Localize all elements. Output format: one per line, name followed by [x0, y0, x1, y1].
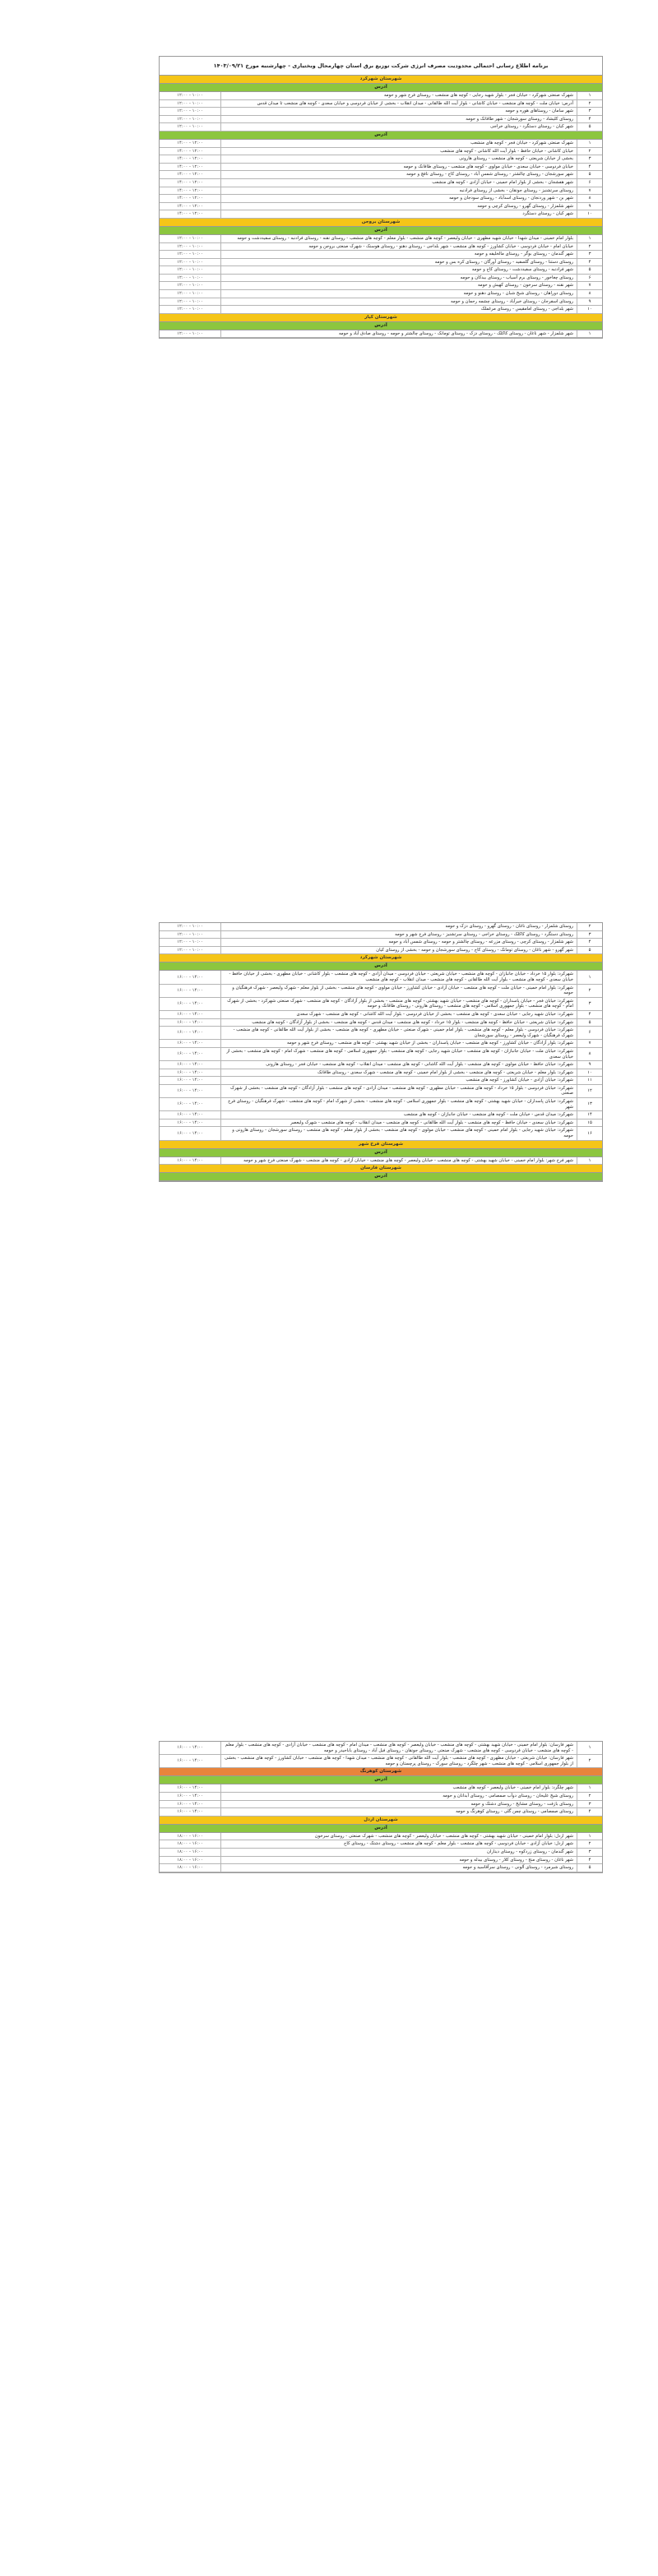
- row-number: ۶: [577, 274, 603, 282]
- table-row: [160, 187, 602, 195]
- outage-time-range: ۱۲:۰۰ - ۱۴:۰۰: [160, 195, 221, 203]
- outage-address: شهرک صنعتی شهرکرد - خیابان فجر - کوچه های منشعب: [221, 140, 577, 147]
- outage-time-range: ۱۰:۰۰ - ۱۲:۰۰: [160, 242, 221, 251]
- row-number: ۲: [577, 984, 603, 997]
- outage-time-range: ۱۰:۰۰ - ۱۲:۰۰: [160, 290, 221, 298]
- row-number: ۶: [577, 1027, 603, 1040]
- outage-address: شهرکرد: خیابان شهید رجایی - خیابان سعدی - کوچه های منشعب - بخشی از خیابان فردوسی - بلوار آیت الله کاشانی - کوچه های منشعب - شهرک سعدی: [221, 1010, 577, 1018]
- outage-address: روستای شلمزار - روستای ناغان - روستای گهرو - روستای دزک و حومه: [221, 923, 577, 930]
- row-number: ۸: [577, 1047, 603, 1060]
- outage-address: شهرکرد: خیابان حافظ - خیابان مولوی - کوچه های منشعب - بلوار آیت الله کاشانی - کوچه های منشعب - میدان انقلاب - کوچه های منشعب - خیابان فجر - روستای هارونی: [221, 1061, 577, 1069]
- outage-address: شهر سورشجان - روستای چالشتر - روستای شمس آباد - روستای کاج - روستای نافچ و حومه: [221, 171, 577, 179]
- outage-address: شهر فرخ شهر: بلوار امام خمینی - خیابان شهید بهشتی - کوچه های منشعب - خیابان ولیعصر - کوچه های منشعب - خیابان آزادی - کوچه های منشعب - شهرک صنعتی فرخ شهر و حومه: [221, 1157, 577, 1165]
- table-row: [160, 1808, 602, 1817]
- row-number: ۳: [577, 930, 603, 939]
- outage-address: شهر فرادنبه - روستای سفیددشت - روستای کاج و حومه: [221, 266, 577, 275]
- outage-time-range: ۱۰:۰۰ - ۱۲:۰۰: [160, 306, 221, 314]
- outage-address: روستای شیخ علیخان - روستای دوآب صمصامی - روستای آبدانان و حومه: [221, 1792, 577, 1800]
- table-row: [160, 984, 602, 997]
- table-row: [160, 1077, 602, 1085]
- address-column-header: آدرس: [160, 227, 602, 235]
- row-number: ۱: [577, 1157, 603, 1165]
- outage-table: [160, 330, 602, 339]
- outage-table: [160, 92, 602, 132]
- outage-address: روستای اسفرجان - روستای خیرآباد - روستای چشمه رحمان و حومه: [221, 298, 577, 306]
- outage-time-range: ۱۴:۰۰ - ۱۶:۰۰: [160, 984, 221, 997]
- outage-time-range: ۱۲:۰۰ - ۱۴:۰۰: [160, 163, 221, 171]
- outage-time-range: ۱۰:۰۰ - ۱۲:۰۰: [160, 123, 221, 132]
- outage-address: شهرکرد: خیابان آزادی - خیابان کشاورز - کوچه های منشعب: [221, 1077, 577, 1085]
- row-number: ۱۰: [577, 306, 603, 314]
- outage-address: شهر شلمزار - روستای گهرو - روستای کرچی و حومه: [221, 202, 577, 210]
- outage-address: روستای دوراهان - روستای شیخ شبان - روستای دهنو و حومه: [221, 290, 577, 298]
- table-row: [160, 1792, 602, 1800]
- outage-address: شهرکرد: خیابان پاسداران - خیابان شهید بهشتی - کوچه های منشعب - بلوار جمهوری اسلامی - کوچه های منشعب - بخشی از شهرک امام - کوچه های منشعب - شهرک فرهنگیان - روستای فرخ شهر: [221, 1098, 577, 1111]
- outage-address: شهر هفشجان - بخشی از بلوار امام خمینی - خیابان آزادی - کوچه های منشعب: [221, 178, 577, 187]
- outage-time-range: ۱۰:۰۰ - ۱۲:۰۰: [160, 108, 221, 116]
- row-number: ۳: [577, 1848, 603, 1856]
- outage-time-range: ۱۴:۰۰ - ۱۶:۰۰: [160, 1061, 221, 1069]
- table-row: [160, 939, 602, 947]
- outage-address: روستای چغاخور - روستای برم آسیاب - روستای بیدکان و حومه: [221, 274, 577, 282]
- outage-time-range: ۱۲:۰۰ - ۱۴:۰۰: [160, 187, 221, 195]
- table-row: [160, 202, 602, 210]
- table-row: [160, 274, 602, 282]
- outage-time-range: ۱۴:۰۰ - ۱۶:۰۰: [160, 1084, 221, 1097]
- table-row: [160, 330, 602, 338]
- table-row: [160, 1833, 602, 1840]
- outage-time-range: ۱۰:۰۰ - ۱۲:۰۰: [160, 251, 221, 259]
- row-number: ۳: [577, 1800, 603, 1808]
- row-number: ۱: [577, 92, 603, 99]
- row-number: ۲: [577, 99, 603, 108]
- outage-time-range: ۱۴:۰۰ - ۱۶:۰۰: [160, 1742, 221, 1755]
- table-row: [160, 1018, 602, 1027]
- outage-time-range: ۱۲:۰۰ - ۱۴:۰۰: [160, 210, 221, 219]
- outage-time-range: ۱۴:۰۰ - ۱۶:۰۰: [160, 1755, 221, 1768]
- outage-time-range: ۱۴:۰۰ - ۱۶:۰۰: [160, 997, 221, 1010]
- outage-address: شهرکرد: بلوار امام خمینی - خیابان ملت - کوچه های منشعب - خیابان آزادی - خیابان کشاورز - خیابان مولوی - کوچه های منشعب - بخشی از بلوار معلم - شهرک ولیعصر - شهرک فرهنگیان و حومه: [221, 984, 577, 997]
- outage-address: روستای دستنا - روستای گلسفید - روستای آورگان - روستای کره بس و حومه: [221, 258, 577, 266]
- outage-address: شهر سامان - روستاهای هوره و حومه: [221, 108, 577, 116]
- outage-time-range: ۱۴:۰۰ - ۱۶:۰۰: [160, 1069, 221, 1077]
- table-row: [160, 155, 602, 164]
- county-header: شهرستان فارسان: [160, 1165, 602, 1173]
- outage-time-range: ۱۰:۰۰ - ۱۲:۰۰: [160, 939, 221, 947]
- outage-address: شهر شلمزار - شهر ناغان - روستای کاکلک - روستای دزک - روستای تومانک - روستای چالشتر و حومه - روستای صادق آباد و حومه: [221, 330, 577, 338]
- outage-address: شهرکرد: بلوار آزادگان - خیابان کشاورز - کوچه های منشعب - خیابان پاسداران - بخشی از خیابان شهید بهشتی - کوچه های منشعب - روستای فرخ شهر و حومه: [221, 1040, 577, 1048]
- row-number: ۲: [577, 147, 603, 155]
- table-row: [160, 195, 602, 203]
- outage-address: شهر فارسان: خیابان شریعتی - خیابان مطهری - کوچه های منشعب - بلوار آیت الله طالقانی - کوچه های منشعب - میدان شهدا - کوچه های منشعب - خیابان کشاورز - کوچه های منشعب - بخشی از بلوار جمهوری اسلامی - کوچه های منشعب - شهر چلگرد - روستای سورک - روستای پرچستان و حومه: [221, 1755, 577, 1768]
- row-number: ۷: [577, 187, 603, 195]
- table-row: [160, 1864, 602, 1872]
- row-number: ۶: [577, 178, 603, 187]
- outage-address: شهر گندمان - روستای بوگر - روستای مالخلیفه و حومه: [221, 251, 577, 259]
- table-row: [160, 997, 602, 1010]
- row-number: ۵: [577, 123, 603, 132]
- table-row: [160, 147, 602, 155]
- address-column-header: آدرس: [160, 322, 602, 330]
- row-number: ۵: [577, 1864, 603, 1872]
- table-row: [160, 1111, 602, 1119]
- row-number: ۵: [577, 1018, 603, 1027]
- outage-table: [160, 971, 602, 1140]
- row-number: ۱۲: [577, 1084, 603, 1097]
- outage-time-range: ۱۴:۰۰ - ۱۶:۰۰: [160, 1127, 221, 1140]
- outage-time-range: ۱۴:۰۰ - ۱۶:۰۰: [160, 1119, 221, 1127]
- outage-address: آدرس: خیابان ملت - کوچه های منشعب - خیابان کاشانی - بلوار آیت الله طالقانی - میدان انقلاب - بخشی از خیابان فردوسی و خیابان سعدی - کوچه های منشعب تا میدان قدس: [221, 99, 577, 108]
- outage-time-range: ۱۰:۰۰ - ۱۲:۰۰: [160, 266, 221, 275]
- table-row: [160, 251, 602, 259]
- table-row: [160, 306, 602, 314]
- row-number: ۳: [577, 997, 603, 1010]
- outage-address: شهر اردل: بلوار امام خمینی - خیابان شهید بهشتی - کوچه های منشعب - خیابان ولیعصر - کوچه های منشعب - شهرک صنعتی - روستای سرخون: [221, 1833, 577, 1840]
- row-number: ۹: [577, 1061, 603, 1069]
- table-row: [160, 210, 602, 219]
- outage-time-range: ۱۴:۰۰ - ۱۶:۰۰: [160, 1098, 221, 1111]
- outage-address: شهر ناغان - روستای منج - روستای کلار - روستای بیدله و حومه: [221, 1856, 577, 1864]
- county-header: شهرستان شهرکرد: [160, 954, 602, 963]
- outage-address: شهرکرد: خیابان ملت - خیابان جانبازان - کوچه های منشعب - خیابان شهید رجایی - کوچه های منشعب - بلوار جمهوری اسلامی - کوچه های منشعب - شهرک امام - کوچه های منشعب - بخشی از خیابان سعدی: [221, 1047, 577, 1060]
- outage-time-range: ۱۴:۰۰ - ۱۶:۰۰: [160, 1792, 221, 1800]
- table-row: [160, 1084, 602, 1097]
- row-number: ۳: [577, 251, 603, 259]
- row-number: ۱۳: [577, 1098, 603, 1111]
- outage-address: شهر کیان - روستای دستگرد - روستای خراجی: [221, 123, 577, 132]
- outage-time-range: ۱۶:۰۰ - ۱۸:۰۰: [160, 1848, 221, 1856]
- outage-address: شهرکرد: میدان قدس - خیابان ملت - کوچه های منشعب - خیابان جانبازان - کوچه های منشعب: [221, 1111, 577, 1119]
- table-row: [160, 1840, 602, 1849]
- outage-address: شهرکرد: بلوار ۱۵ خرداد - خیابان جانبازان - کوچه های منشعب - خیابان شریعتی - خیابان فردوسی - میدان آزادی - کوچه های منشعب - بلوار کاشانی - خیابان مطهری - بخشی از خیابان حافظ - خیابان سعدی - کوچه های منشعب - بلوار آیت الله طالقانی - کوچه های منشعب - میدان انقلاب - کوچه های منشعب: [221, 971, 577, 984]
- outage-address: شهرکرد: خیابان شریعتی - خیابان حافظ - کوچه های منشعب - بلوار ۱۵ خرداد - کوچه های منشعب - میدان قدس - کوچه های منشعب - بخشی از بلوار آزادگان - کوچه های منشعب: [221, 1018, 577, 1027]
- outage-time-range: ۱۶:۰۰ - ۱۸:۰۰: [160, 1833, 221, 1840]
- row-number: ۷: [577, 1040, 603, 1048]
- table-row: [160, 235, 602, 242]
- outage-time-range: ۱۴:۰۰ - ۱۶:۰۰: [160, 1800, 221, 1808]
- table-row: [160, 163, 602, 171]
- outage-address: خیابان کاشانی - خیابان حافظ - بلوار آیت الله کاشانی - کوچه های منشعب: [221, 147, 577, 155]
- outage-time-range: ۱۶:۰۰ - ۱۸:۰۰: [160, 1856, 221, 1864]
- outage-address: شهرکرد: خیابان فردوسی - بلوار ۱۵ خرداد - کوچه های منشعب - خیابان مطهری - کوچه های منشعب - میدان آزادی - کوچه های منشعب - بلوار آزادگان - کوچه های منشعب - بخشی از شهرک صنعتی: [221, 1084, 577, 1097]
- outage-time-range: ۱۰:۰۰ - ۱۲:۰۰: [160, 92, 221, 99]
- table-row: [160, 171, 602, 179]
- table-row: [160, 92, 602, 99]
- table-row: [160, 242, 602, 251]
- row-number: ۲: [577, 1840, 603, 1849]
- outage-table: [160, 1742, 602, 1768]
- table-row: [160, 298, 602, 306]
- outage-time-range: ۱۴:۰۰ - ۱۶:۰۰: [160, 1010, 221, 1018]
- outage-address: شهرکرد: بلوار معلم - خیابان شریعتی - کوچه های منشعب - بخشی از بلوار امام خمینی - کوچه های منشعب - شهرک سعدی - روستای طاقانک: [221, 1069, 577, 1077]
- row-number: ۴: [577, 1856, 603, 1864]
- outage-time-range: ۱۰:۰۰ - ۱۲:۰۰: [160, 330, 221, 338]
- outage-address: روستای بازفت - روستای مشایخ - روستای دشتک و حومه: [221, 1800, 577, 1808]
- outage-time-range: ۱۰:۰۰ - ۱۲:۰۰: [160, 923, 221, 930]
- outage-time-range: ۱۰:۰۰ - ۱۲:۰۰: [160, 946, 221, 954]
- table-row: [160, 1755, 602, 1768]
- row-number: ۱: [577, 330, 603, 338]
- row-number: ۵: [577, 171, 603, 179]
- row-number: ۴: [577, 115, 603, 123]
- table-row: [160, 1157, 602, 1165]
- outage-time-range: ۱۶:۰۰ - ۱۸:۰۰: [160, 1840, 221, 1849]
- outage-time-range: ۱۰:۰۰ - ۱۲:۰۰: [160, 258, 221, 266]
- outage-address: شهرکرد: خیابان سعدی - خیابان حافظ - کوچه های منشعب - بلوار آیت الله طالقانی - کوچه های منشعب - میدان انقلاب - کوچه های منشعب - شهرک ولیعصر: [221, 1119, 577, 1127]
- table-row: [160, 1848, 602, 1856]
- table-row: [160, 282, 602, 290]
- county-header: شهرستان کوهرنگ: [160, 1768, 602, 1776]
- row-number: ۲: [577, 1755, 603, 1768]
- table-row: [160, 1069, 602, 1077]
- row-number: ۱: [577, 1742, 603, 1755]
- row-number: ۱۵: [577, 1119, 603, 1127]
- outage-time-range: ۱۰:۰۰ - ۱۲:۰۰: [160, 930, 221, 939]
- outage-time-range: ۱۴:۰۰ - ۱۶:۰۰: [160, 1157, 221, 1165]
- outage-address: روستای صمصامی - روستای چمن گلی - روستای کوهرنگ و حومه: [221, 1808, 577, 1817]
- outage-address: شهر اردل: خیابان آزادی - خیابان فردوسی - کوچه های منشعب - بلوار معلم - کوچه های منشعب - روستای دشتک - روستای کاج: [221, 1840, 577, 1849]
- row-number: ۱۴: [577, 1111, 603, 1119]
- table-row: [160, 115, 602, 123]
- table-row: [160, 971, 602, 984]
- outage-address: شهرک صنعتی شهرکرد - خیابان فجر - بلوار شهید رجایی - کوچه های منشعب - روستای فرخ شهر و حومه: [221, 92, 577, 99]
- outage-table: [160, 1784, 602, 1816]
- outage-time-range: ۱۲:۰۰ - ۱۴:۰۰: [160, 155, 221, 164]
- outage-time-range: ۱۴:۰۰ - ۱۶:۰۰: [160, 1077, 221, 1085]
- outage-address: شهر نقنه - روستای سرخون - روستای کهیش و حومه: [221, 282, 577, 290]
- row-number: ۷: [577, 282, 603, 290]
- outage-address: شهر فارسان: بلوار امام خمینی - خیابان شهید بهشتی - کوچه های منشعب - خیابان ولیعصر - کوچه های منشعب - میدان امام - کوچه های منشعب - خیابان آزادی - کوچه های منشعب - بلوار معلم - کوچه های منشعب - خیابان فردوسی - کوچه های منشعب - شهرک صنعتی - روستای جونقان - روستای فیل آباد - روستای باباحیدر و حومه: [221, 1742, 577, 1755]
- table-row: [160, 108, 602, 116]
- outage-time-range: ۱۴:۰۰ - ۱۶:۰۰: [160, 1808, 221, 1817]
- county-header: شهرستان اردل: [160, 1817, 602, 1825]
- table-row: [160, 1127, 602, 1140]
- table-row: [160, 1098, 602, 1111]
- address-column-header: آدرس: [160, 1173, 602, 1181]
- row-number: ۲: [577, 242, 603, 251]
- table-row: [160, 178, 602, 187]
- address-column-header: آدرس: [160, 1825, 602, 1833]
- row-number: ۲: [577, 1792, 603, 1800]
- county-header: شهرستان کیار: [160, 314, 602, 322]
- table-row: [160, 1010, 602, 1018]
- row-number: ۱: [577, 971, 603, 984]
- outage-address: شهر شلمزار - روستای کرچی - روستای مزرعه - روستای چالشتر و حومه - روستای شمس آباد و حومه: [221, 939, 577, 947]
- row-number: ۱۰: [577, 210, 603, 219]
- table-row: [160, 1784, 602, 1792]
- outage-address: روستای سرتشنیز - روستای جونقان - بخشی از روستای فرادنبه: [221, 187, 577, 195]
- outage-time-range: ۱۰:۰۰ - ۱۲:۰۰: [160, 274, 221, 282]
- outage-time-range: ۱۴:۰۰ - ۱۶:۰۰: [160, 1784, 221, 1792]
- row-number: ۹: [577, 202, 603, 210]
- row-number: ۱: [577, 1784, 603, 1792]
- table-row: [160, 1742, 602, 1755]
- outage-time-range: ۱۰:۰۰ - ۱۲:۰۰: [160, 115, 221, 123]
- outage-address: شهرکرد: خیابان فردوسی - بلوار معلم - کوچه های منشعب - بلوار امام خمینی - شهرک صنعتی - خیابان مطهری - کوچه های منشعب - بخشی از بلوار آیت الله طالقانی - کوچه های منشعب - شهرک فرهنگیان - شهرک ولیعصر - روستای سورشجان: [221, 1027, 577, 1040]
- table-row: [160, 930, 602, 939]
- outage-address: شهر کیان - روستای دستگرد: [221, 210, 577, 219]
- row-number: ۴: [577, 1010, 603, 1018]
- outage-time-range: ۱۲:۰۰ - ۱۴:۰۰: [160, 147, 221, 155]
- outage-address: شهر گهرو - شهر ناغان - روستای تومانک - روستای کاج - روستای سورشجان و حومه - بخشی از روستای کیان: [221, 946, 577, 954]
- table-row: [160, 1061, 602, 1069]
- table-row: [160, 1027, 602, 1040]
- outage-time-range: ۱۴:۰۰ - ۱۶:۰۰: [160, 1040, 221, 1048]
- outage-address: بخشی از خیابان شریعتی - کوچه های منشعب - روستای هارونی: [221, 155, 577, 164]
- table-row: [160, 1800, 602, 1808]
- row-number: ۱۰: [577, 1069, 603, 1077]
- schedule-page-3: [159, 1741, 603, 1873]
- table-row: [160, 1856, 602, 1864]
- row-number: ۴: [577, 163, 603, 171]
- outage-table: [160, 923, 602, 954]
- county-header: شهرستان فرخ شهر: [160, 1141, 602, 1149]
- outage-time-range: ۱۲:۰۰ - ۱۴:۰۰: [160, 140, 221, 147]
- table-row: [160, 290, 602, 298]
- outage-address: خیابان امام - خیابان فردوسی - خیابان کشاورز - کوچه های منشعب - شهر بلداجی - روستای دهنو - روستای هوسنک - شهرک صنعتی بروجن و حومه: [221, 242, 577, 251]
- address-column-header: آدرس: [160, 1776, 602, 1784]
- row-number: ۴: [577, 939, 603, 947]
- table-row: [160, 99, 602, 108]
- document-title: برنامه اطلاع رسانی احتمالی محدودیت مصرف انرژی شرکت توزیع برق استان چهارمحال وبختیاری - چهارشنبه مورخ ۱۴۰۳/۰۹/۲۱: [160, 57, 602, 76]
- outage-time-range: ۱۰:۰۰ - ۱۲:۰۰: [160, 298, 221, 306]
- county-header: شهرستان بروجن: [160, 219, 602, 227]
- row-number: ۹: [577, 298, 603, 306]
- outage-address: روستای دستگرد - روستای کاکلک - روستای خراجی - روستای سرتشنیز - روستای فرخ شهر و حومه: [221, 930, 577, 939]
- outage-address: شهرکرد: خیابان فجر - خیابان پاسداران - کوچه های منشعب - خیابان شهید بهشتی - کوچه های منشعب - بخشی از بلوار آزادگان - کوچه های منشعب - شهرک صنعتی شهرکرد - بخشی از شهرک امام - کوچه های منشعب - بلوار جمهوری اسلامی - کوچه های منشعب - روستای هارونی - روستای طاقانک و حومه: [221, 997, 577, 1010]
- table-row: [160, 140, 602, 147]
- outage-time-range: ۱۴:۰۰ - ۱۶:۰۰: [160, 1027, 221, 1040]
- row-number: ۳: [577, 108, 603, 116]
- row-number: ۴: [577, 258, 603, 266]
- outage-address: شهر بن - شهر وردنجان - روستای اسدآباد - روستای سودجان و حومه: [221, 195, 577, 203]
- outage-time-range: ۱۲:۰۰ - ۱۴:۰۰: [160, 202, 221, 210]
- outage-address: بلوار امام خمینی - میدان شهدا - خیابان شهید مطهری - خیابان ولیعصر - کوچه های منشعب - بلوار معلم - کوچه های منشعب - روستای نقنه - روستای فرادنبه - روستای سفیددشت و حومه: [221, 235, 577, 242]
- row-number: ۱: [577, 1833, 603, 1840]
- schedule-page-2: [159, 922, 603, 1182]
- row-number: ۵: [577, 946, 603, 954]
- table-row: [160, 1119, 602, 1127]
- row-number: ۴: [577, 1808, 603, 1817]
- row-number: ۱۱: [577, 1077, 603, 1085]
- outage-address: روستای کلیشاد - روستای سورشجان - شهر طاقانک و حومه: [221, 115, 577, 123]
- schedule-page-1: [159, 56, 603, 339]
- outage-time-range: ۱۴:۰۰ - ۱۶:۰۰: [160, 1018, 221, 1027]
- row-number: ۸: [577, 290, 603, 298]
- row-number: ۵: [577, 266, 603, 275]
- table-row: [160, 266, 602, 275]
- outage-address: روستای شیرمرد - روستای آلونی - روستای سرآقاسید و حومه: [221, 1864, 577, 1872]
- outage-time-range: ۱۰:۰۰ - ۱۲:۰۰: [160, 99, 221, 108]
- outage-table: [160, 140, 602, 219]
- outage-table: [160, 1157, 602, 1166]
- table-row: [160, 1047, 602, 1060]
- outage-time-range: ۱۰:۰۰ - ۱۲:۰۰: [160, 235, 221, 242]
- outage-table: [160, 235, 602, 314]
- outage-time-range: ۱۲:۰۰ - ۱۴:۰۰: [160, 178, 221, 187]
- outage-time-range: ۱۴:۰۰ - ۱۶:۰۰: [160, 1047, 221, 1060]
- outage-address: شهر چلگرد: بلوار امام خمینی - خیابان ولیعصر - کوچه های منشعب: [221, 1784, 577, 1792]
- outage-address: شهر بلداجی - روستای امامقیس - روستای مرغملک: [221, 306, 577, 314]
- table-row: [160, 258, 602, 266]
- address-column-header: آدرس: [160, 963, 602, 971]
- address-column-header: آدرس: [160, 132, 602, 140]
- outage-time-range: ۱۰:۰۰ - ۱۲:۰۰: [160, 282, 221, 290]
- outage-time-range: ۱۴:۰۰ - ۱۶:۰۰: [160, 1111, 221, 1119]
- outage-address: خیابان فردوسی - خیابان سعدی - خیابان مولوی - کوچه های منشعب - روستای طاقانک و حومه: [221, 163, 577, 171]
- row-number: ۳: [577, 155, 603, 164]
- outage-time-range: ۱۴:۰۰ - ۱۶:۰۰: [160, 971, 221, 984]
- county-header: شهرستان شهرکرد: [160, 76, 602, 84]
- row-number: ۱۶: [577, 1127, 603, 1140]
- outage-address: شهر گندمان - روستای زردکوه - روستای دیناران: [221, 1848, 577, 1856]
- row-number: ۱: [577, 235, 603, 242]
- row-number: ۸: [577, 195, 603, 203]
- address-column-header: آدرس: [160, 84, 602, 92]
- row-number: ۱: [577, 140, 603, 147]
- outage-time-range: ۱۶:۰۰ - ۱۸:۰۰: [160, 1864, 221, 1872]
- table-row: [160, 123, 602, 132]
- row-number: ۲: [577, 923, 603, 930]
- outage-time-range: ۱۲:۰۰ - ۱۴:۰۰: [160, 171, 221, 179]
- outage-address: شهرکرد: خیابان شهید رجایی - بلوار امام خمینی - کوچه های منشعب - خیابان مولوی - کوچه های منشعب - بخشی از بلوار معلم - کوچه های منشعب - روستای سورشجان - روستای هارونی و حومه: [221, 1127, 577, 1140]
- table-row: [160, 1040, 602, 1048]
- table-row: [160, 946, 602, 954]
- table-row: [160, 923, 602, 930]
- address-column-header: آدرس: [160, 1149, 602, 1157]
- outage-table: [160, 1833, 602, 1872]
